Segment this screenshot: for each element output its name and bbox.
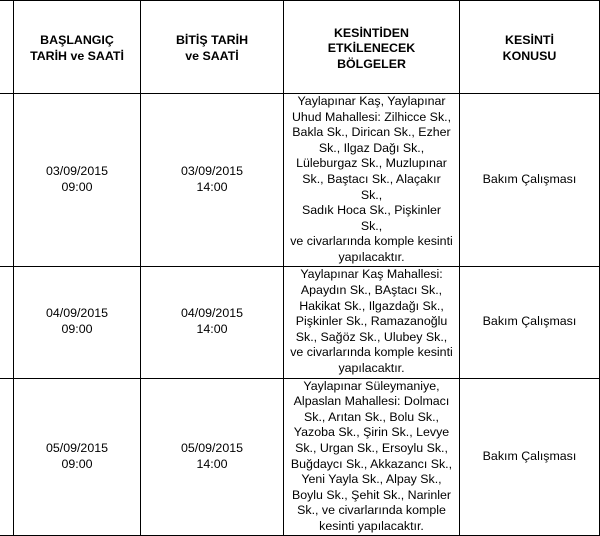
header-cell-blank xyxy=(0,1,14,94)
row-cell-blank xyxy=(0,266,14,378)
table-row xyxy=(0,94,600,267)
start-datetime-cell: 05/09/2015 09:00 xyxy=(14,378,141,535)
header-start-datetime: BAŞLANGIÇ TARİH ve SAATİ xyxy=(14,1,141,94)
row-cell-blank xyxy=(0,378,14,535)
regions-cell: Yaylapınar Süleymaniye, Alpaslan Mahallesi: Dolmacı Sk., Arıtan Sk., Bolu Sk., Yazoba Sk., Şirin Sk., Levye Sk., Urgan Sk., Ersoylu Sk., Buğdaycı Sk., Akkazancı Sk., Yeni Yayla Sk., Alpay Sk., Boylu Sk., Şehit Sk., Narinler Sk., ve civarlarında komple kesinti yapılacaktır. xyxy=(284,378,460,535)
table-row xyxy=(0,378,600,535)
topic-cell: Bakım Çalışması xyxy=(460,266,600,378)
regions-cell: Yaylapınar Kaş, Yaylapınar Uhud Mahallesi: Zilhicce Sk., Bakla Sk., Dirican Sk., Ezher Sk., Ilgaz Dağı Sk., Lüleburgaz Sk., Muzlupınar Sk., Baştacı Sk., Alaçakır Sk., Sadık Hoca Sk., Pişkinler Sk., ve civarlarında komple kesinti yapılacaktır. xyxy=(284,94,460,267)
header-end-datetime: BİTİŞ TARİH ve SAATİ xyxy=(141,1,284,94)
topic-cell: Bakım Çalışması xyxy=(460,378,600,535)
header-affected-regions: KESİNTİDEN ETKİLENECEK BÖLGELER xyxy=(284,1,460,94)
end-datetime-cell: 04/09/2015 14:00 xyxy=(141,266,284,378)
header-outage-topic: KESİNTİ KONUSU xyxy=(460,1,600,94)
topic-cell: Bakım Çalışması xyxy=(460,94,600,267)
header-row xyxy=(0,1,600,94)
regions-cell: Yaylapınar Kaş Mahallesi: Apaydın Sk., BAştacı Sk., Hakikat Sk., Ilgazdağı Sk., Pişkinler Sk., Ramazanoğlu Sk., Sağöz Sk., Ulubey Sk., ve civarlarında komple kesinti yapılacaktır. xyxy=(284,266,460,378)
end-datetime-cell: 03/09/2015 14:00 xyxy=(141,94,284,267)
table-row xyxy=(0,266,600,378)
start-datetime-cell: 03/09/2015 09:00 xyxy=(14,94,141,267)
end-datetime-cell: 05/09/2015 14:00 xyxy=(141,378,284,535)
row-cell-blank xyxy=(0,94,14,267)
start-datetime-cell: 04/09/2015 09:00 xyxy=(14,266,141,378)
